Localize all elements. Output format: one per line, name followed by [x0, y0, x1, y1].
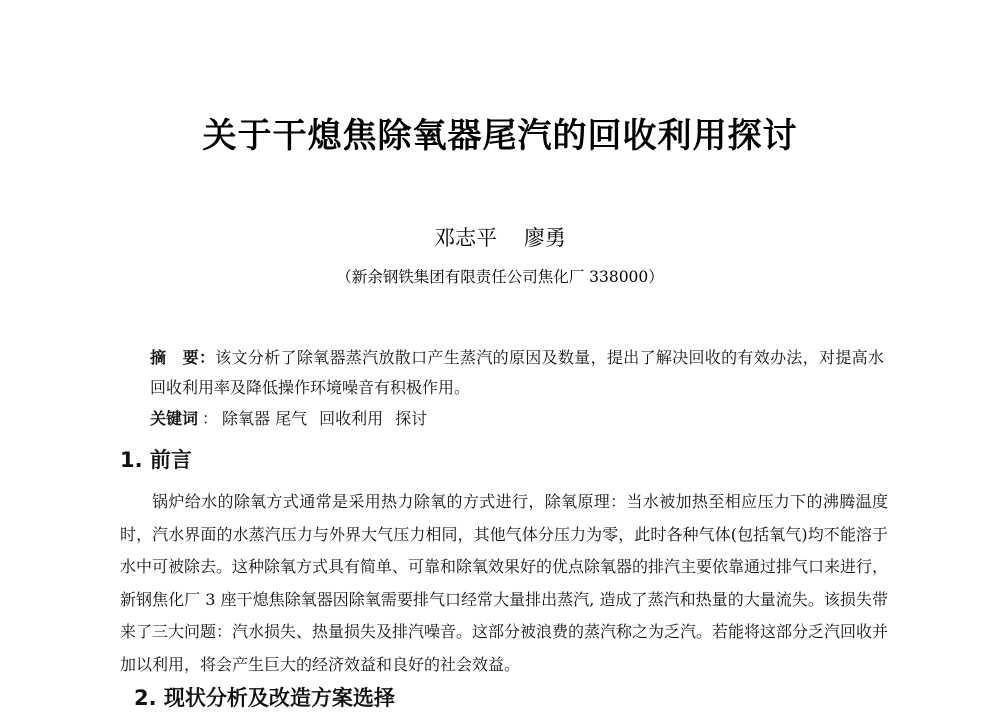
author-list	[0, 222, 1000, 252]
section-body-introduction	[120, 486, 888, 681]
keyword-item: 回收利用	[319, 409, 384, 428]
abstract-text: 该文分析了除氧器蒸汽放散口产生蒸汽的原因及数量，提出了解决回收的有效办法，对提高水回收利用率及降低操作环境噪音有积极作用。	[150, 348, 884, 397]
keywords	[150, 404, 439, 434]
author-name: 邓志平	[434, 226, 498, 250]
abstract-separator: ：	[198, 348, 216, 367]
keywords-label: 关键词	[150, 409, 199, 428]
author-name: 廖勇	[523, 226, 566, 250]
paper-title: 关于干熄焦除氧器尾汽的回收利用探讨	[202, 116, 798, 156]
section-heading-introduction: 1. 前言	[120, 448, 192, 472]
keyword-item: 探讨	[395, 409, 428, 428]
abstract-label: 摘 要	[150, 348, 199, 367]
keyword-item: 除氧器 尾气	[222, 409, 308, 428]
abstract	[150, 343, 884, 403]
affiliation: （新余钢铁集团有限责任公司焦化厂 338000）	[336, 268, 664, 286]
keywords-separator: ：	[202, 409, 219, 428]
body-paragraph: 锅炉给水的除氧方式通常是采用热力除氧的方式进行，除氧原理：当水被加热至相应压力下的沸腾温度时，汽水界面的水蒸汽压力与外界大气压力相同，其他气体分压力为零，此时各种气体(包括氧气)均不能溶于水中可被除去。这种除氧方式具有简单、可靠和除氧效果好的优点除氧器的排汽主要依靠通过排气口来进行，新钢焦化厂 3 座干熄焦除氧器因除氧需要排气口经常大量排出蒸汽, 造成了蒸汽和热量的大量流失。该损失带来了三大问题：汽水损失、热量损失及排汽噪音。这部分被浪费的蒸汽称之为乏汽。若能将这部分乏汽回收并加以利用，将会产生巨大的经济效益和良好的社会效益。	[120, 492, 889, 674]
section-heading-analysis: 2. 现状分析及改造方案选择	[134, 686, 395, 710]
